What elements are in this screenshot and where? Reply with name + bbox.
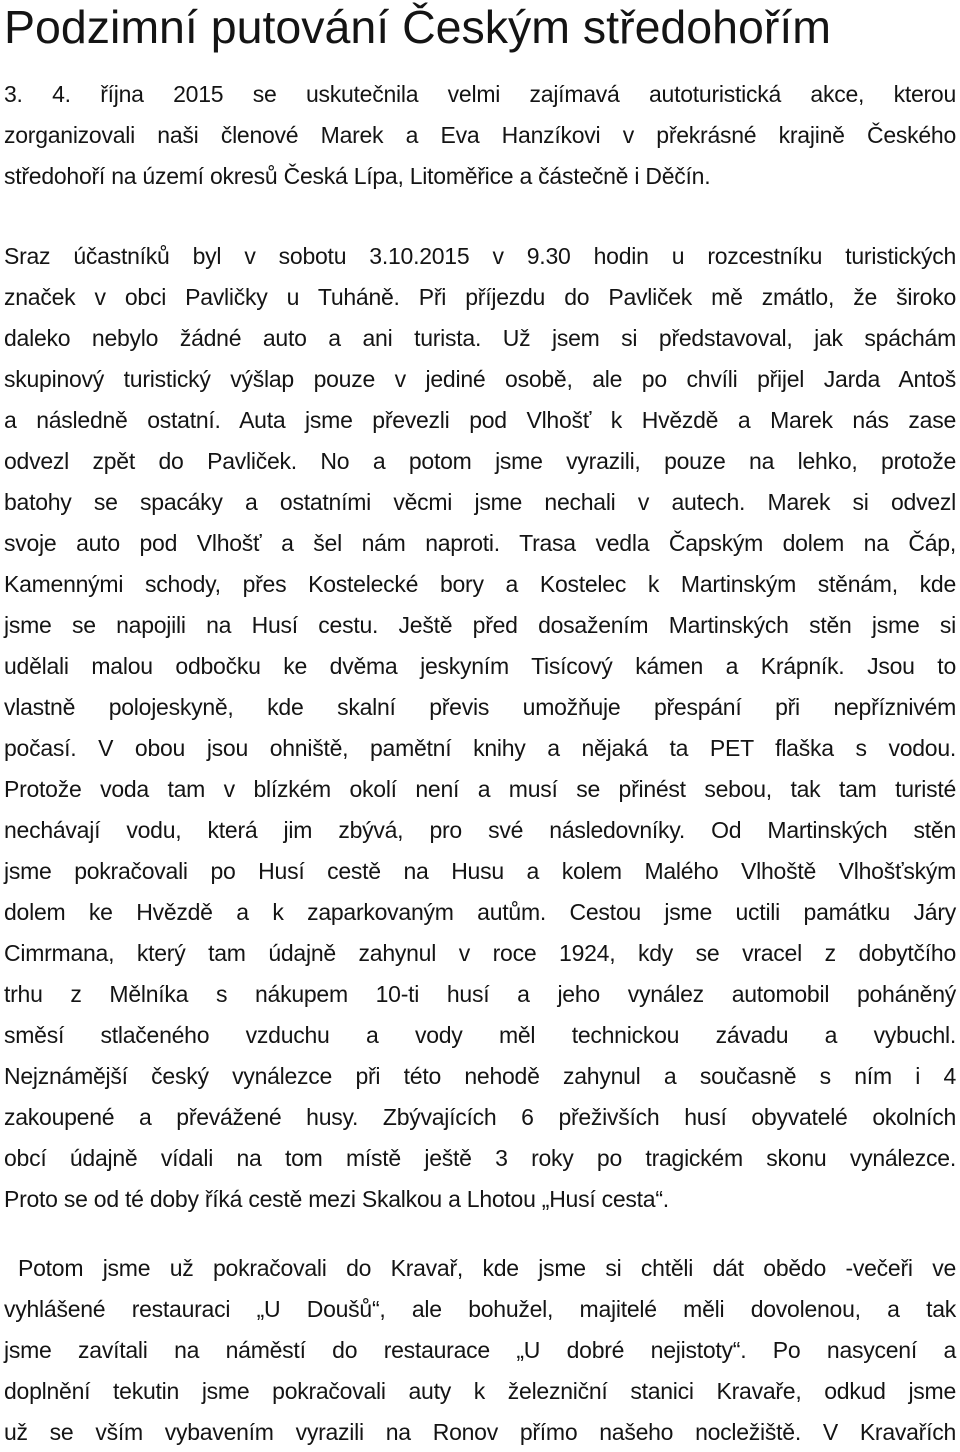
text-line: nechávají vodu, která jim zbývá, pro své následovníky. Od Martinských stěn <box>4 817 956 843</box>
text-line: jsme zavítali na náměstí do restaurace „U dobré nejistoty“. Po nasycení a <box>4 1337 956 1363</box>
text-line: Sraz účastníků byl v sobotu 3.10.2015 v 9.30 hodin u rozcestníku turistických <box>4 243 956 269</box>
text-line: Kamennými schody, přes Kostelecké bory a Kostelec k Martinským stěnám, kde <box>4 571 956 597</box>
text-line: odvezl zpět do Pavliček. No a potom jsme vyrazili, pouze na lehko, protože <box>4 448 956 474</box>
text-line: Cimrmana, který tam údajně zahynul v roce 1924, kdy se vracel z dobytčího <box>4 940 956 966</box>
text-line: Proto se od té doby říká cestě mezi Skalkou a Lhotou „Husí cesta“. <box>4 1186 669 1212</box>
text-line: vlastně polojeskyně, kde skalní převis umožňuje přespání při nepříznivém <box>4 694 956 720</box>
text-line: skupinový turistický výšlap pouze v jediné osobě, ale po chvíli přijel Jarda Antoš <box>4 366 956 392</box>
text-line: 3. 4. října 2015 se uskutečnila velmi zajímavá autoturistická akce, kterou <box>4 81 956 107</box>
text-line: počasí. V obou jsou ohniště, pamětní knihy a nějaká ta PET flaška s vodou. <box>4 735 956 761</box>
text-line: dolem ke Hvězdě a k zaparkovaným autům. Cestou jsme uctili památku Járy <box>4 899 956 925</box>
text-line: a následně ostatní. Auta jsme převezli pod Vlhošť k Hvězdě a Marek nás zase <box>4 407 956 433</box>
paragraph-intro <box>4 74 956 197</box>
text-line: značek v obci Pavličky u Tuháně. Při příjezdu do Pavliček mě zmátlo, že široko <box>4 284 956 310</box>
paragraph-evening <box>4 1248 956 1452</box>
text-line: svoje auto pod Vlhošť a šel nám naproti. Trasa vedla Čapským dolem na Čáp, <box>4 530 956 556</box>
text-line: trhu z Mělníka s nákupem 10-ti husí a jeho vynález automobil poháněný <box>4 981 956 1007</box>
text-line: už se vším vybavením vyrazili na Ronov přímo našeho nocležiště. V Kravařích <box>4 1419 956 1445</box>
text-line: zorganizovali naši členové Marek a Eva Hanzíkovi v překrásné krajině Českého <box>4 122 956 148</box>
paragraph-trip <box>4 236 956 1220</box>
text-line: jsme pokračovali po Husí cestě na Husu a kolem Malého Vlhoště Vlhošťským <box>4 858 956 884</box>
document-title: Podzimní putování Českým středohořím <box>4 1 832 53</box>
text-line: daleko nebylo žádné auto a ani turista. Už jsem si představoval, jak spáchám <box>4 325 956 351</box>
text-line: obcí údajně vídali na tom místě ještě 3 roky po tragickém skonu vynálezce. <box>4 1145 956 1171</box>
text-line: Protože voda tam v blízkém okolí není a musí se přinést sebou, tak tam turisté <box>4 776 956 802</box>
text-line: Nejznámější český vynálezce při této nehodě zahynul a současně s ním i 4 <box>4 1063 956 1089</box>
text-line: udělali malou odbočku ke dvěma jeskyním Tisícový kámen a Krápník. Jsou to <box>4 653 956 679</box>
text-line: batohy se spacáky a ostatními věcmi jsme nechali v autech. Marek si odvezl <box>4 489 956 515</box>
text-line: jsme se napojili na Husí cestu. Ještě před dosažením Martinských stěn jsme si <box>4 612 956 638</box>
text-line: Potom jsme už pokračovali do Kravař, kde jsme si chtěli dát obědo -večeři ve <box>18 1255 956 1281</box>
text-line: zakoupené a převážené husy. Zbývajících 6 přeživších husí obyvatelé okolních <box>4 1104 956 1130</box>
text-line: doplnění tekutin jsme pokračovali auty k železniční stanici Kravaře, odkud jsme <box>4 1378 956 1404</box>
text-line: směsí stlačeného vzduchu a vody měl technickou závadu a vybuchl. <box>4 1022 956 1048</box>
text-line: vyhlášené restauraci „U Doušů“, ale bohužel, majitelé měli dovolenou, a tak <box>4 1296 956 1322</box>
text-line: středohoří na území okresů Česká Lípa, Litoměřice a částečně i Děčín. <box>4 163 711 189</box>
